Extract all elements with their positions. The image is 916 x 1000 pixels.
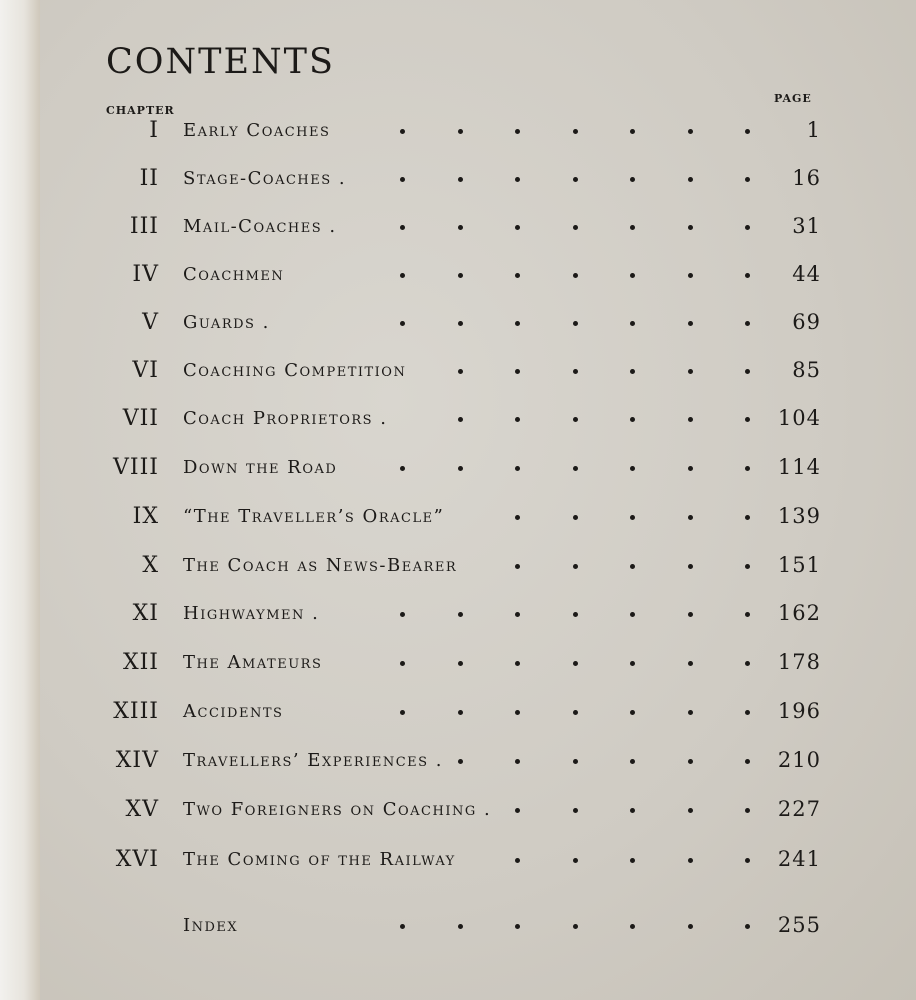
chapter-number: VII xyxy=(122,406,159,431)
toc-row xyxy=(40,748,916,778)
leader-dot xyxy=(573,858,578,863)
leader-dot xyxy=(573,564,578,569)
leader-dot xyxy=(573,515,578,520)
leader-dot xyxy=(630,808,635,813)
leader-dot xyxy=(688,225,693,230)
leader-dot xyxy=(688,273,693,278)
leader-dot xyxy=(688,858,693,863)
chapter-title: The Coach as News-Bearer xyxy=(183,555,458,576)
page-number: 151 xyxy=(777,553,821,577)
chapter-title: Stage-Coaches . xyxy=(183,168,347,189)
toc-row xyxy=(40,847,916,877)
leader-dot xyxy=(515,177,520,182)
leader-dot xyxy=(688,661,693,666)
chapter-title: Highwaymen . xyxy=(183,603,320,624)
page-number: 241 xyxy=(777,847,821,871)
leader-dot xyxy=(573,808,578,813)
leader-dot xyxy=(458,225,463,230)
leader-dot xyxy=(688,710,693,715)
contents-page xyxy=(40,0,916,1000)
leader-dot xyxy=(745,273,750,278)
leader-dot xyxy=(515,417,520,422)
chapter-number: I xyxy=(149,118,159,143)
page-number: 162 xyxy=(777,601,821,625)
leader-dot xyxy=(400,225,405,230)
leader-dot xyxy=(745,710,750,715)
chapter-number: XIII xyxy=(113,699,159,724)
leader-dot xyxy=(630,129,635,134)
leader-dot xyxy=(688,321,693,326)
chapter-number: IV xyxy=(132,262,159,287)
leader-dot xyxy=(688,129,693,134)
chapter-number: XVI xyxy=(115,847,159,872)
leader-dot xyxy=(573,661,578,666)
leader-dot xyxy=(745,466,750,471)
chapter-title: Coachmen xyxy=(183,264,285,285)
leader-dot xyxy=(745,564,750,569)
leader-dot xyxy=(630,612,635,617)
leader-dot xyxy=(688,564,693,569)
page-number: 1 xyxy=(806,118,821,142)
toc-row xyxy=(40,699,916,729)
page-number: 210 xyxy=(777,748,821,772)
leader-dot xyxy=(515,759,520,764)
chapter-number: XV xyxy=(125,797,159,822)
leader-dot xyxy=(745,661,750,666)
leader-dot xyxy=(515,369,520,374)
leader-dot xyxy=(688,612,693,617)
chapter-title: The Coming of the Railway xyxy=(183,849,456,870)
page-number: 114 xyxy=(777,455,821,479)
toc-row xyxy=(40,650,916,680)
toc-row xyxy=(40,166,916,196)
leader-dot xyxy=(688,808,693,813)
leader-dot xyxy=(630,321,635,326)
leader-dot xyxy=(573,759,578,764)
chapter-title: The Amateurs xyxy=(183,652,323,673)
leader-dot xyxy=(400,129,405,134)
chapter-title: “The Traveller’s Oracle” xyxy=(183,506,445,527)
leader-dot xyxy=(458,466,463,471)
leader-dot xyxy=(688,417,693,422)
leader-dot xyxy=(515,225,520,230)
leader-dot xyxy=(400,661,405,666)
leader-dot xyxy=(573,321,578,326)
chapter-title: Coaching Competition xyxy=(183,360,407,381)
leader-dot xyxy=(515,612,520,617)
leader-dot xyxy=(573,177,578,182)
leader-dot xyxy=(745,808,750,813)
chapter-number: V xyxy=(142,310,159,335)
leader-dot xyxy=(458,129,463,134)
page-number: 227 xyxy=(777,797,821,821)
leader-dot xyxy=(688,177,693,182)
leader-dot xyxy=(630,417,635,422)
leader-dot xyxy=(458,177,463,182)
page-number: 139 xyxy=(777,504,821,528)
toc-row xyxy=(40,601,916,631)
chapter-title: Accidents xyxy=(183,701,284,722)
chapter-title: Mail-Coaches . xyxy=(183,216,337,237)
chapter-number: III xyxy=(129,214,159,239)
leader-dot xyxy=(458,321,463,326)
leader-dot xyxy=(630,273,635,278)
chapter-title: Two Foreigners on Coaching . xyxy=(183,799,492,820)
leader-dot xyxy=(745,759,750,764)
leader-dot xyxy=(458,417,463,422)
leader-dot xyxy=(573,417,578,422)
leader-dot xyxy=(630,177,635,182)
leader-dot xyxy=(573,612,578,617)
leader-dot xyxy=(630,369,635,374)
leader-dot xyxy=(745,369,750,374)
leader-dot xyxy=(515,710,520,715)
leader-dot xyxy=(400,273,405,278)
leader-dot xyxy=(688,369,693,374)
chapter-number: X xyxy=(142,553,159,578)
leader-dot xyxy=(745,129,750,134)
leader-dot xyxy=(515,129,520,134)
chapter-number: IX xyxy=(132,504,159,529)
toc-row xyxy=(40,504,916,534)
page-column-label: PAGE xyxy=(774,92,812,105)
leader-dot xyxy=(515,924,520,929)
chapter-number: VI xyxy=(132,358,159,383)
leader-dot xyxy=(630,515,635,520)
leader-dot xyxy=(630,710,635,715)
leader-dot xyxy=(573,225,578,230)
chapter-number: VIII xyxy=(113,455,159,480)
leader-dot xyxy=(745,321,750,326)
leader-dot xyxy=(573,466,578,471)
leader-dot xyxy=(400,466,405,471)
leader-dot xyxy=(688,466,693,471)
leader-dot xyxy=(688,759,693,764)
leader-dot xyxy=(400,710,405,715)
leader-dot xyxy=(458,924,463,929)
leader-dot xyxy=(630,759,635,764)
page-number: 31 xyxy=(792,214,821,238)
toc-row xyxy=(40,310,916,340)
page-number: 16 xyxy=(792,166,821,190)
leader-dot xyxy=(630,564,635,569)
toc-row xyxy=(40,406,916,436)
chapter-column-label: CHAPTER xyxy=(106,104,175,117)
page-number: 255 xyxy=(777,913,821,937)
leader-dot xyxy=(400,321,405,326)
leader-dot xyxy=(515,466,520,471)
leader-dot xyxy=(515,808,520,813)
leader-dot xyxy=(458,759,463,764)
chapter-title: Guards . xyxy=(183,312,270,333)
leader-dot xyxy=(458,710,463,715)
leader-dot xyxy=(458,612,463,617)
page-number: 44 xyxy=(792,262,821,286)
leader-dot xyxy=(573,924,578,929)
leader-dot xyxy=(515,661,520,666)
leader-dot xyxy=(400,924,405,929)
leader-dot xyxy=(745,858,750,863)
leader-dot xyxy=(630,858,635,863)
page-number: 85 xyxy=(792,358,821,382)
leader-dot xyxy=(630,225,635,230)
chapter-title: Down the Road xyxy=(183,457,338,478)
chapter-number: XII xyxy=(122,650,159,675)
chapter-title: Travellers’ Experiences . xyxy=(183,750,444,771)
leader-dot xyxy=(515,858,520,863)
leader-dot xyxy=(515,564,520,569)
page-number: 69 xyxy=(792,310,821,334)
chapter-number: II xyxy=(139,166,159,191)
leader-dot xyxy=(745,924,750,929)
leader-dot xyxy=(458,369,463,374)
leader-dot xyxy=(745,177,750,182)
toc-row xyxy=(40,913,916,943)
chapter-title: Early Coaches xyxy=(183,120,331,141)
leader-dot xyxy=(745,515,750,520)
leader-dot xyxy=(688,515,693,520)
leader-dot xyxy=(630,466,635,471)
leader-dot xyxy=(745,225,750,230)
leader-dot xyxy=(515,515,520,520)
page-number: 178 xyxy=(777,650,821,674)
leader-dot xyxy=(400,612,405,617)
leader-dot xyxy=(745,612,750,617)
leader-dot xyxy=(400,177,405,182)
page-number: 104 xyxy=(777,406,821,430)
leader-dot xyxy=(515,273,520,278)
chapter-number: XI xyxy=(132,601,159,626)
leader-dot xyxy=(458,661,463,666)
leader-dot xyxy=(745,417,750,422)
leader-dot xyxy=(458,273,463,278)
toc-row xyxy=(40,553,916,583)
contents-heading: CONTENTS xyxy=(106,42,335,82)
page-number: 196 xyxy=(777,699,821,723)
leader-dot xyxy=(573,369,578,374)
chapter-title: Index xyxy=(183,915,239,936)
toc-row xyxy=(40,214,916,244)
chapter-number: XIV xyxy=(115,748,159,773)
chapter-title: Coach Proprietors . xyxy=(183,408,388,429)
toc-row xyxy=(40,455,916,485)
toc-row xyxy=(40,262,916,292)
toc-row xyxy=(40,797,916,827)
leader-dot xyxy=(573,273,578,278)
leader-dot xyxy=(573,710,578,715)
page-edge xyxy=(0,0,40,1000)
leader-dot xyxy=(688,924,693,929)
leader-dot xyxy=(630,661,635,666)
leader-dot xyxy=(630,924,635,929)
toc-row xyxy=(40,118,916,148)
leader-dot xyxy=(573,129,578,134)
toc-row xyxy=(40,358,916,388)
leader-dot xyxy=(515,321,520,326)
